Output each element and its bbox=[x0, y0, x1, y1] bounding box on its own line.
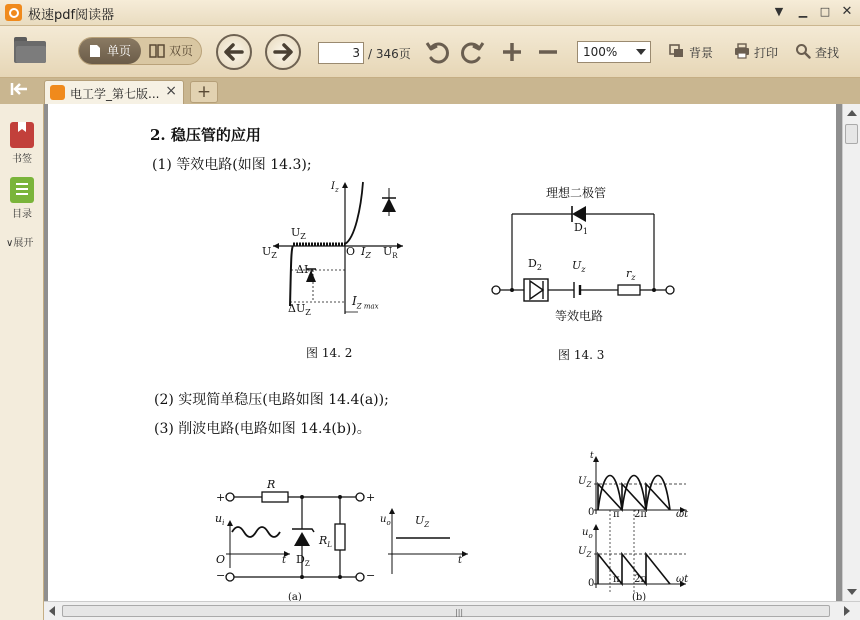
arrow-right-icon bbox=[267, 36, 299, 68]
bookmarks-label: 书签 bbox=[12, 154, 32, 165]
fig143-ideal-diode-label: 理想二极管 bbox=[546, 186, 607, 200]
fig143-d1: $D_1$ bbox=[574, 221, 588, 237]
view-mode-switch bbox=[78, 37, 202, 65]
fig144a-t-label-2: t bbox=[458, 555, 463, 566]
zoom-select[interactable] bbox=[577, 41, 651, 63]
fig144b-part-label: (b) bbox=[632, 592, 647, 601]
figure-14-3-equivalent-circuit bbox=[488, 186, 678, 326]
fig144b-pi-bottom: π bbox=[613, 574, 620, 585]
fig144b-uz-bottom: $U_Z$ bbox=[578, 546, 592, 559]
page-total: / 346页 bbox=[368, 47, 411, 61]
print-label: 打印 bbox=[754, 46, 779, 60]
document-viewport[interactable] bbox=[44, 104, 842, 601]
page-number-input[interactable]: 3 bbox=[318, 42, 364, 64]
section-heading: 2. 稳压管的应用 bbox=[150, 126, 261, 144]
menu-dropdown-icon[interactable]: ▼ bbox=[774, 5, 784, 18]
fig142-izmax: $I_{Z max}$ bbox=[352, 294, 379, 311]
fig144a-uz: $U_Z$ bbox=[415, 514, 430, 530]
window-title: 极速pdf阅读器 bbox=[28, 8, 115, 23]
document-tab-label: 电工学_第七版... bbox=[70, 87, 160, 101]
fig144a-rl: $R_L$ bbox=[319, 534, 332, 550]
background-icon bbox=[669, 43, 685, 59]
double-page-button[interactable] bbox=[143, 38, 201, 64]
fig142-iz-axis: $I_z$ bbox=[331, 181, 339, 194]
app-logo-icon bbox=[5, 4, 22, 21]
pdf-page bbox=[48, 104, 836, 601]
rotate-right-icon[interactable] bbox=[459, 39, 485, 65]
bookmark-icon bbox=[10, 122, 34, 148]
open-folder-icon[interactable] bbox=[14, 37, 46, 63]
table-of-contents-icon bbox=[10, 177, 34, 203]
fig144a-part-label: (a) bbox=[288, 592, 302, 601]
fig142-uz-right: $U_R$ bbox=[383, 245, 398, 261]
toc-label: 目录 bbox=[12, 209, 32, 220]
fig142-uz-top: $U_Z$ bbox=[291, 226, 306, 242]
fig144b-zero-top: 0 bbox=[588, 507, 595, 518]
fig144a-minus-out: − bbox=[366, 569, 376, 582]
list-item-2: (2) 实现简单稳压(电路如图 14.4(a)); bbox=[154, 392, 389, 408]
chevron-down-icon bbox=[636, 49, 646, 55]
zoom-out-icon[interactable] bbox=[536, 40, 560, 64]
background-label: 背景 bbox=[689, 46, 714, 60]
figure-14-4a-voltage-regulator bbox=[210, 484, 472, 601]
fig144b-zero-bottom: 0 bbox=[588, 578, 595, 589]
fig144a-origin: O bbox=[216, 553, 226, 566]
fig144b-pi-top: π bbox=[613, 509, 620, 520]
fig143-rz: $r_z$ bbox=[626, 267, 636, 283]
tab-strip bbox=[0, 78, 860, 104]
close-tab-icon[interactable]: × bbox=[165, 83, 177, 99]
fig144a-plus-in: + bbox=[216, 491, 226, 504]
scroll-right-icon[interactable] bbox=[844, 606, 850, 616]
vertical-scroll-thumb[interactable] bbox=[845, 124, 858, 144]
sidebar-item-toc[interactable] bbox=[4, 177, 40, 220]
fig144a-uo: $u_o$ bbox=[380, 514, 391, 527]
single-page-icon bbox=[89, 44, 101, 58]
rotate-left-icon[interactable] bbox=[425, 39, 451, 65]
fig142-uz-left: $U_Z$ bbox=[262, 245, 277, 261]
fig144b-uz-top: $U_Z$ bbox=[578, 476, 592, 489]
restore-button[interactable]: □ bbox=[819, 5, 831, 18]
list-item-1: (1) 等效电路(如图 14.3); bbox=[152, 157, 312, 173]
fig142-delta-uz: $\Delta U_Z$ bbox=[288, 302, 311, 318]
fig144b-2pi-top: 2π bbox=[634, 509, 647, 520]
double-page-icon bbox=[149, 44, 165, 58]
scroll-left-icon[interactable] bbox=[49, 606, 55, 616]
document-tab[interactable] bbox=[44, 80, 184, 104]
new-tab-button[interactable]: + bbox=[190, 81, 218, 103]
prev-page-button[interactable] bbox=[216, 34, 252, 70]
figure-14-2-caption: 图 14. 2 bbox=[306, 346, 353, 360]
printer-icon bbox=[734, 43, 750, 59]
sidebar bbox=[0, 104, 44, 620]
horizontal-scrollbar[interactable] bbox=[44, 601, 860, 620]
fig144b-uo: $u_o$ bbox=[582, 527, 593, 540]
pdf-file-icon bbox=[50, 85, 65, 100]
fig144b-top-axis-label: t bbox=[590, 451, 594, 461]
expand-toggle[interactable] bbox=[6, 234, 33, 249]
fig143-uz: $U_z$ bbox=[572, 259, 586, 275]
chevron-down-icon: ∨ bbox=[6, 238, 14, 249]
zoom-value: 100% bbox=[583, 45, 618, 59]
fig144a-minus-in: − bbox=[216, 569, 226, 582]
search-icon bbox=[795, 43, 811, 59]
horizontal-scroll-thumb[interactable]: ||| bbox=[62, 605, 830, 617]
list-item-3: (3) 削波电路(电路如图 14.4(b))。 bbox=[154, 421, 371, 437]
single-page-button[interactable] bbox=[79, 38, 141, 64]
single-page-label: 单页 bbox=[107, 44, 132, 58]
vertical-scrollbar[interactable] bbox=[842, 104, 860, 601]
zoom-in-icon[interactable] bbox=[500, 40, 524, 64]
arrow-left-icon bbox=[218, 36, 250, 68]
fig143-d2: $D_2$ bbox=[528, 257, 542, 273]
fig142-iz-label: $I_Z$ bbox=[361, 245, 371, 261]
fig142-delta-iz: $\Delta I_Z$ bbox=[296, 263, 314, 279]
close-button[interactable]: ✕ bbox=[841, 4, 853, 19]
collapse-panel-button[interactable] bbox=[6, 81, 34, 101]
scroll-up-icon[interactable] bbox=[847, 110, 857, 116]
fig142-origin: O bbox=[346, 245, 356, 258]
collapse-arrow-icon bbox=[10, 81, 30, 97]
fig144a-t-label: t bbox=[282, 555, 287, 566]
double-page-label: 双页 bbox=[169, 44, 194, 58]
fig144b-wt-bottom: ωt bbox=[676, 574, 689, 585]
fig144a-ui: $u_i$ bbox=[215, 512, 225, 528]
fig143-equivalent-label: 等效电路 bbox=[555, 309, 604, 323]
figure-14-3-caption: 图 14. 3 bbox=[558, 348, 605, 362]
minimize-button[interactable]: ▁ bbox=[798, 5, 808, 18]
scroll-down-icon[interactable] bbox=[847, 589, 857, 595]
fig144b-wt-top: ωt bbox=[676, 509, 689, 520]
fig144a-plus-out: + bbox=[366, 491, 376, 504]
fig144b-2pi-bottom: 2π bbox=[634, 574, 647, 585]
next-page-button[interactable] bbox=[265, 34, 301, 70]
search-label: 查找 bbox=[815, 46, 840, 60]
fig144a-dz: $D_Z$ bbox=[296, 553, 310, 569]
sidebar-item-bookmarks[interactable] bbox=[4, 122, 40, 165]
title-bar bbox=[0, 0, 860, 26]
fig144a-r-label: R bbox=[267, 478, 276, 491]
expand-label: 展开 bbox=[13, 238, 34, 249]
toolbar bbox=[0, 26, 860, 78]
